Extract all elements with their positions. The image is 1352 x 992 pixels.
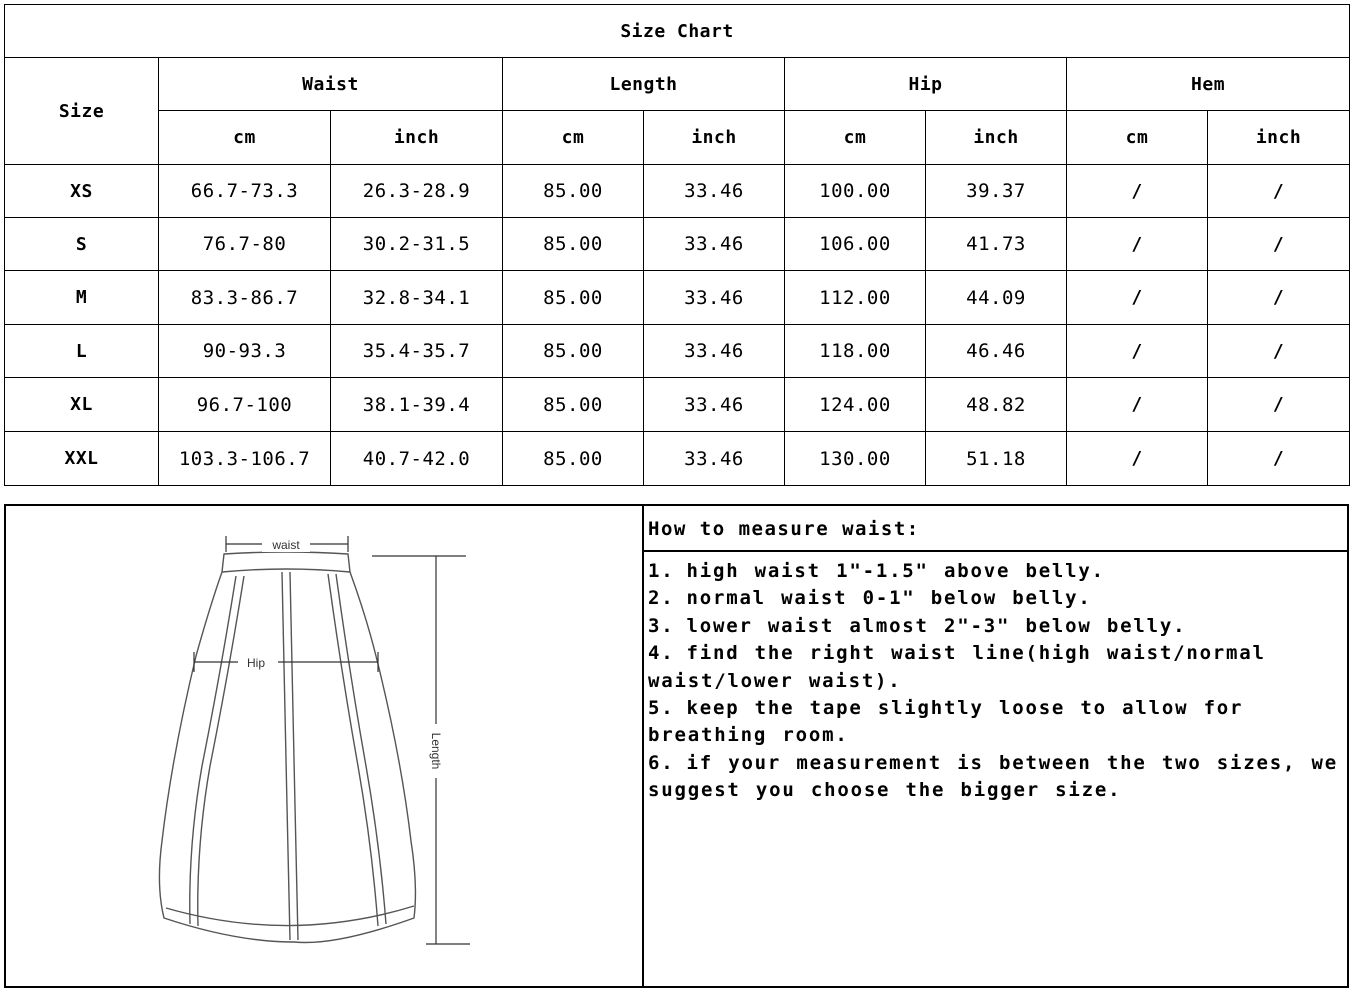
hem-inch-cell: / <box>1208 432 1350 486</box>
instructions-title: How to measure waist: <box>644 506 1347 552</box>
waist-inch-cell: 32.8-34.1 <box>331 271 503 325</box>
hip-inch-cell: 48.82 <box>926 378 1067 432</box>
hem-cm-cell: / <box>1067 432 1208 486</box>
seam-line <box>328 574 378 926</box>
unit-header: inch <box>331 111 503 165</box>
hem-inch-cell: / <box>1208 325 1350 378</box>
instructions-panel <box>644 506 1347 986</box>
hip-inch-cell: 44.09 <box>926 271 1067 325</box>
seam-line <box>282 572 290 940</box>
waist-cm-cell: 66.7-73.3 <box>159 165 331 218</box>
table-row <box>5 325 1350 378</box>
hem-header: Hem <box>1067 58 1350 111</box>
length-inch-cell: 33.46 <box>644 165 785 218</box>
size-cell: XS <box>5 165 159 218</box>
unit-header: cm <box>503 111 644 165</box>
list-item: 2. normal waist 0-1" below belly. <box>648 587 1092 610</box>
unit-header: inch <box>644 111 785 165</box>
size-cell: XXL <box>5 432 159 486</box>
waistband <box>222 569 350 572</box>
unit-header: cm <box>785 111 926 165</box>
waist-cm-cell: 103.3-106.7 <box>159 432 331 486</box>
skirt-diagram-panel <box>6 506 644 986</box>
waist-inch-cell: 35.4-35.7 <box>331 325 503 378</box>
waist-inch-cell: 40.7-42.0 <box>331 432 503 486</box>
table-row <box>5 378 1350 432</box>
hip-cm-cell: 124.00 <box>785 378 926 432</box>
length-inch-cell: 33.46 <box>644 378 785 432</box>
list-item: 4. find the right waist line(high waist/normal waist/lower waist). <box>648 642 1266 692</box>
hem-inch-cell: / <box>1208 378 1350 432</box>
waist-cm-cell: 96.7-100 <box>159 378 331 432</box>
hip-label: Hip <box>246 656 266 670</box>
length-inch-cell: 33.46 <box>644 432 785 486</box>
table-title: Size Chart <box>5 5 1350 58</box>
seam-line <box>290 572 298 940</box>
hip-cm-cell: 106.00 <box>785 218 926 271</box>
length-inch-cell: 33.46 <box>644 271 785 325</box>
seam-line <box>336 574 386 924</box>
length-label: Length <box>429 732 443 770</box>
hip-header: Hip <box>785 58 1067 111</box>
waist-inch-cell: 26.3-28.9 <box>331 165 503 218</box>
instructions-list <box>648 558 1338 805</box>
list-item: 1. high waist 1"-1.5" above belly. <box>648 560 1105 582</box>
unit-header: inch <box>926 111 1067 165</box>
size-cell: L <box>5 325 159 378</box>
length-cm-cell: 85.00 <box>503 165 644 218</box>
size-header: Size <box>5 58 159 165</box>
length-header: Length <box>503 58 785 111</box>
length-cm-cell: 85.00 <box>503 378 644 432</box>
hem-cm-cell: / <box>1067 325 1208 378</box>
list-item: 5. keep the tape slightly loose to allow for breathing room. <box>648 697 1244 747</box>
waist-cm-cell: 90-93.3 <box>159 325 331 378</box>
unit-header: cm <box>1067 111 1208 165</box>
length-cm-cell: 85.00 <box>503 271 644 325</box>
waist-cm-cell: 76.7-80 <box>159 218 331 271</box>
waist-inch-cell: 30.2-31.5 <box>331 218 503 271</box>
hem-cm-cell: / <box>1067 271 1208 325</box>
length-cm-cell: 85.00 <box>503 218 644 271</box>
hem-cm-cell: / <box>1067 218 1208 271</box>
hip-inch-cell: 41.73 <box>926 218 1067 271</box>
size-cell: S <box>5 218 159 271</box>
table-row <box>5 271 1350 325</box>
list-item: 6. if your measurement is between the two sizes, we suggest you choose the bigger size. <box>648 751 1338 802</box>
waist-header: Waist <box>159 58 503 111</box>
hip-cm-cell: 118.00 <box>785 325 926 378</box>
table-row <box>5 218 1350 271</box>
skirt-diagram <box>6 506 642 986</box>
waist-cm-cell: 83.3-86.7 <box>159 271 331 325</box>
unit-header: cm <box>159 111 331 165</box>
length-cm-cell: 85.00 <box>503 325 644 378</box>
table-row <box>5 165 1350 218</box>
size-chart-table <box>4 4 1350 486</box>
length-cm-cell: 85.00 <box>503 432 644 486</box>
table-row <box>5 432 1350 486</box>
measurement-guide <box>4 504 1349 988</box>
length-inch-cell: 33.46 <box>644 325 785 378</box>
size-cell: M <box>5 271 159 325</box>
hem-cm-cell: / <box>1067 378 1208 432</box>
hip-cm-cell: 100.00 <box>785 165 926 218</box>
hip-inch-cell: 46.46 <box>926 325 1067 378</box>
hip-inch-cell: 39.37 <box>926 165 1067 218</box>
length-inch-cell: 33.46 <box>644 218 785 271</box>
unit-header: inch <box>1208 111 1350 165</box>
waist-inch-cell: 38.1-39.4 <box>331 378 503 432</box>
hem-cm-cell: / <box>1067 165 1208 218</box>
hem-inch-cell: / <box>1208 218 1350 271</box>
hip-cm-cell: 130.00 <box>785 432 926 486</box>
size-cell: XL <box>5 378 159 432</box>
hem-inch-cell: / <box>1208 165 1350 218</box>
hem-inch-cell: / <box>1208 271 1350 325</box>
hip-cm-cell: 112.00 <box>785 271 926 325</box>
hip-inch-cell: 51.18 <box>926 432 1067 486</box>
waist-label: waist <box>272 538 300 552</box>
list-item: 3. lower waist almost 2"-3" below belly. <box>648 614 1187 637</box>
